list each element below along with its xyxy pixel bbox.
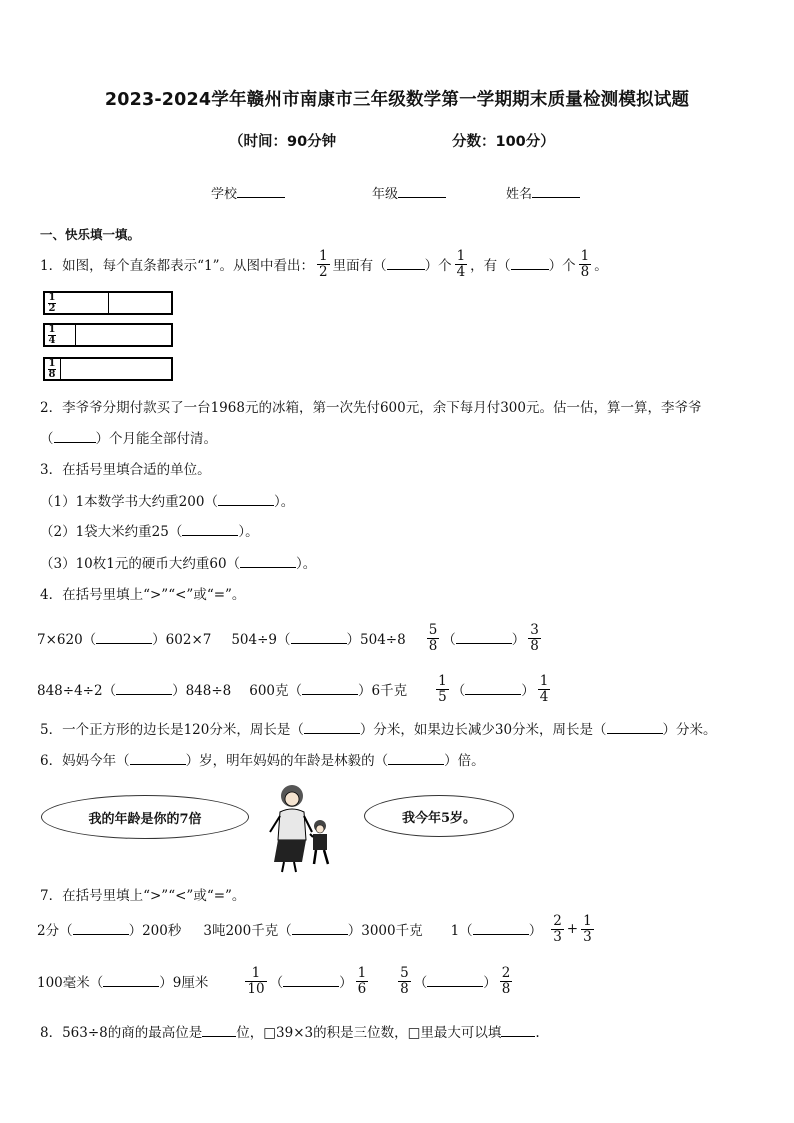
answer-blank[interactable] — [130, 753, 186, 765]
answer-blank[interactable] — [103, 975, 159, 987]
speech-bubble-mother: 我的年龄是你的7倍 — [41, 795, 249, 839]
answer-blank[interactable] — [465, 683, 521, 695]
question-8: 8．563÷8的商的最高位是 位，□39×3的积是三位数，□里最大可以填 . — [40, 1025, 540, 1041]
fraction: $\frac{2}{3}$ — [553, 912, 562, 945]
question-2: 2．李爷爷分期付款买了一台1968元的冰箱，第一次先付600元，余下每月付300元。估一估，算一算，李爷爷 — [40, 400, 702, 416]
q3-item: （2）1袋大米约重25（ ）。 — [40, 524, 259, 540]
answer-blank[interactable] — [387, 258, 425, 270]
q3-item: （1）1本数学书大约重200（ ）。 — [40, 494, 295, 510]
question-5: 5．一个正方形的边长是120分米，周长是（ ）分米，如果边长减少30分米，周长是（ ）分米。 — [40, 722, 717, 738]
grade-field[interactable] — [372, 183, 446, 202]
fraction: $\frac{5}{8}$ — [400, 964, 409, 997]
fraction: $\frac{1}{4}$ — [456, 247, 466, 280]
bar-label: 1 4 — [48, 324, 56, 346]
answer-blank[interactable] — [54, 431, 96, 443]
answer-blank[interactable] — [473, 923, 529, 935]
bar-eighths — [43, 357, 173, 381]
bar-halves — [43, 291, 173, 315]
fraction: $\frac{1}{8}$ — [580, 247, 590, 280]
question-7: 7．在括号里填上“>”“<”或“=”。 — [40, 888, 246, 904]
answer-blank[interactable] — [304, 722, 360, 734]
name-field[interactable] — [506, 183, 580, 202]
answer-blank[interactable] — [292, 923, 348, 935]
answer-blank[interactable] — [501, 1025, 535, 1037]
answer-blank[interactable] — [240, 556, 296, 568]
school-blank[interactable] — [237, 185, 285, 198]
bar-label: 1 2 — [48, 292, 56, 314]
q4-row-2: 848÷4÷2（ ）848÷8 600克（ ）6千克 $\frac{1}{5}$ （ ） $\frac{1}{4}$ — [37, 672, 549, 705]
bar-quarters — [43, 323, 173, 347]
answer-blank[interactable] — [291, 632, 347, 644]
answer-blank[interactable] — [427, 975, 483, 987]
exam-score: 分数：100分） — [452, 134, 555, 150]
q7-row-1: 2分（ ）200秒 3吨200千克（ ）3000千克 1（ ） $\frac{2}{3}$ + $\frac{1}{3}$ — [37, 912, 592, 945]
fraction: $\frac{1}{6}$ — [357, 964, 367, 997]
bar-label: 1 8 — [48, 358, 56, 380]
fraction: $\frac{1}{2}$ — [318, 247, 328, 280]
fraction: $\frac{1}{10}$ — [247, 964, 265, 997]
answer-blank[interactable] — [202, 1025, 236, 1037]
page-title: 2023-2024学年赣州市南康市三年级数学第一学期期末质量检测模拟试题 — [104, 90, 690, 110]
fraction: $\frac{1}{3}$ — [583, 912, 592, 945]
answer-blank[interactable] — [182, 524, 238, 536]
answer-blank[interactable] — [511, 258, 549, 270]
question-4: 4．在括号里填上“>”“<”或“=”。 — [40, 587, 246, 603]
q1-text: ，有（ — [470, 258, 511, 274]
q3-item: （3）10枚1元的硬币大约重60（ ）。 — [40, 556, 317, 572]
name-label: 姓名 — [506, 187, 533, 202]
q1-text: 1．如图，每个直条都表示“1”。从图中看出： — [40, 258, 314, 274]
fraction: $\frac{1}{5}$ — [438, 672, 447, 705]
grade-blank[interactable] — [398, 185, 446, 198]
answer-blank[interactable] — [73, 923, 129, 935]
answer-blank[interactable] — [96, 632, 152, 644]
exam-time: （时间：90分钟 — [229, 134, 337, 150]
answer-blank[interactable] — [456, 632, 512, 644]
school-field[interactable] — [211, 183, 285, 202]
q1-text: ）个 — [424, 258, 452, 274]
q1-text: ）个 — [548, 258, 576, 274]
q1-text: 里面有（ — [332, 258, 387, 274]
fraction: $\frac{3}{8}$ — [530, 621, 539, 654]
fraction: $\frac{5}{8}$ — [428, 621, 438, 654]
section-heading: 一、快乐填一填。 — [40, 227, 141, 242]
answer-blank[interactable] — [302, 683, 358, 695]
school-label: 学校 — [211, 187, 238, 202]
fraction: $\frac{1}{4}$ — [539, 672, 549, 705]
speech-bubble-child: 我今年5岁。 — [364, 795, 514, 837]
mother-child-illustration — [258, 782, 338, 874]
question-3: 3．在括号里填合适的单位。 — [40, 462, 211, 478]
name-blank[interactable] — [532, 185, 580, 198]
fraction: $\frac{2}{8}$ — [501, 964, 511, 997]
question-1 — [40, 244, 608, 284]
question-2-cont: （ ）个月能全部付清。 — [40, 431, 217, 447]
answer-blank[interactable] — [218, 494, 274, 506]
answer-blank[interactable] — [283, 975, 339, 987]
q7-row-2: 100毫米（ ）9厘米 $\frac{1}{10}$ （ ） $\frac{1}{6}$ $\frac{5}{8}$ （ ） $\frac{2}{8}$ — [37, 964, 511, 997]
answer-blank[interactable] — [116, 683, 172, 695]
grade-label: 年级 — [372, 187, 399, 202]
q1-text: 。 — [594, 258, 608, 274]
question-6: 6．妈妈今年（ ）岁，明年妈妈的年龄是林毅的（ ）倍。 — [40, 753, 485, 769]
q4-row-1: 7×620（ ）602×7 504÷9（ ）504÷8 $\frac{5}{8}$ （ ） $\frac{3}{8}$ — [37, 621, 539, 654]
answer-blank[interactable] — [388, 753, 444, 765]
answer-blank[interactable] — [607, 722, 663, 734]
